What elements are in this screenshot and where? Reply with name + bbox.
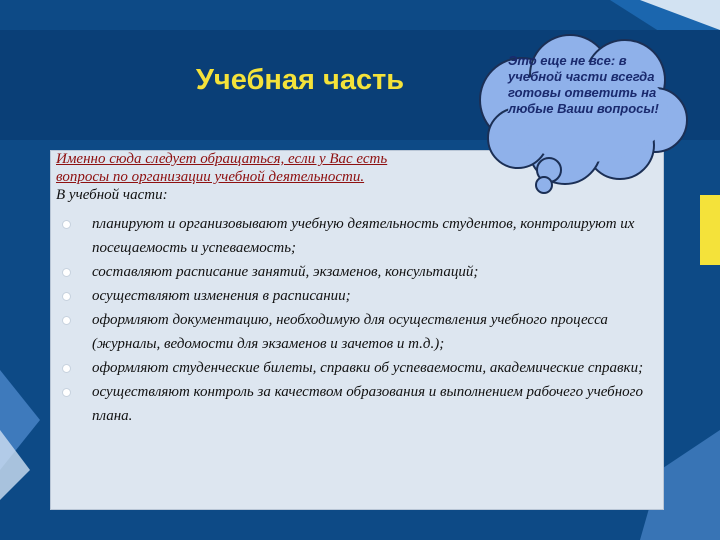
bullet-icon [62, 316, 71, 325]
intro-line-2: вопросы по организации учебной деятельности. [56, 169, 365, 185]
list-item: планируют и организовывают учебную деятельность студентов, контролируют их посещаемость и успеваемость; [60, 212, 660, 260]
intro-text [56, 150, 496, 204]
intro-line-1: Именно сюда следует обращаться, если у Вас есть [56, 151, 388, 167]
list-item: осуществляют изменения в расписании; [60, 284, 660, 308]
duties-list [60, 212, 660, 428]
intro-line-3: В учебной части: [56, 187, 168, 203]
callout-text: Это еще не все: в учебной части всегда готовы ответить на любые Ваши вопросы! [508, 53, 659, 116]
list-item: осуществляют контроль за качеством образования и выполнением рабочего учебного плана. [60, 380, 660, 428]
bullet-icon [62, 364, 71, 373]
list-item: оформляют документацию, необходимую для осуществления учебного процесса (журналы, ведомости для экзаменов и зачетов и т.д.); [60, 308, 660, 356]
bullet-icon [62, 220, 71, 229]
list-item: составляют расписание занятий, экзаменов, консультаций; [60, 260, 660, 284]
bullet-icon [62, 292, 71, 301]
bullet-icon [62, 268, 71, 277]
slide-title: Учебная часть [195, 64, 405, 96]
list-item: оформляют студенческие билеты, справки об успеваемости, академические справки; [60, 356, 660, 380]
bullet-icon [62, 388, 71, 397]
